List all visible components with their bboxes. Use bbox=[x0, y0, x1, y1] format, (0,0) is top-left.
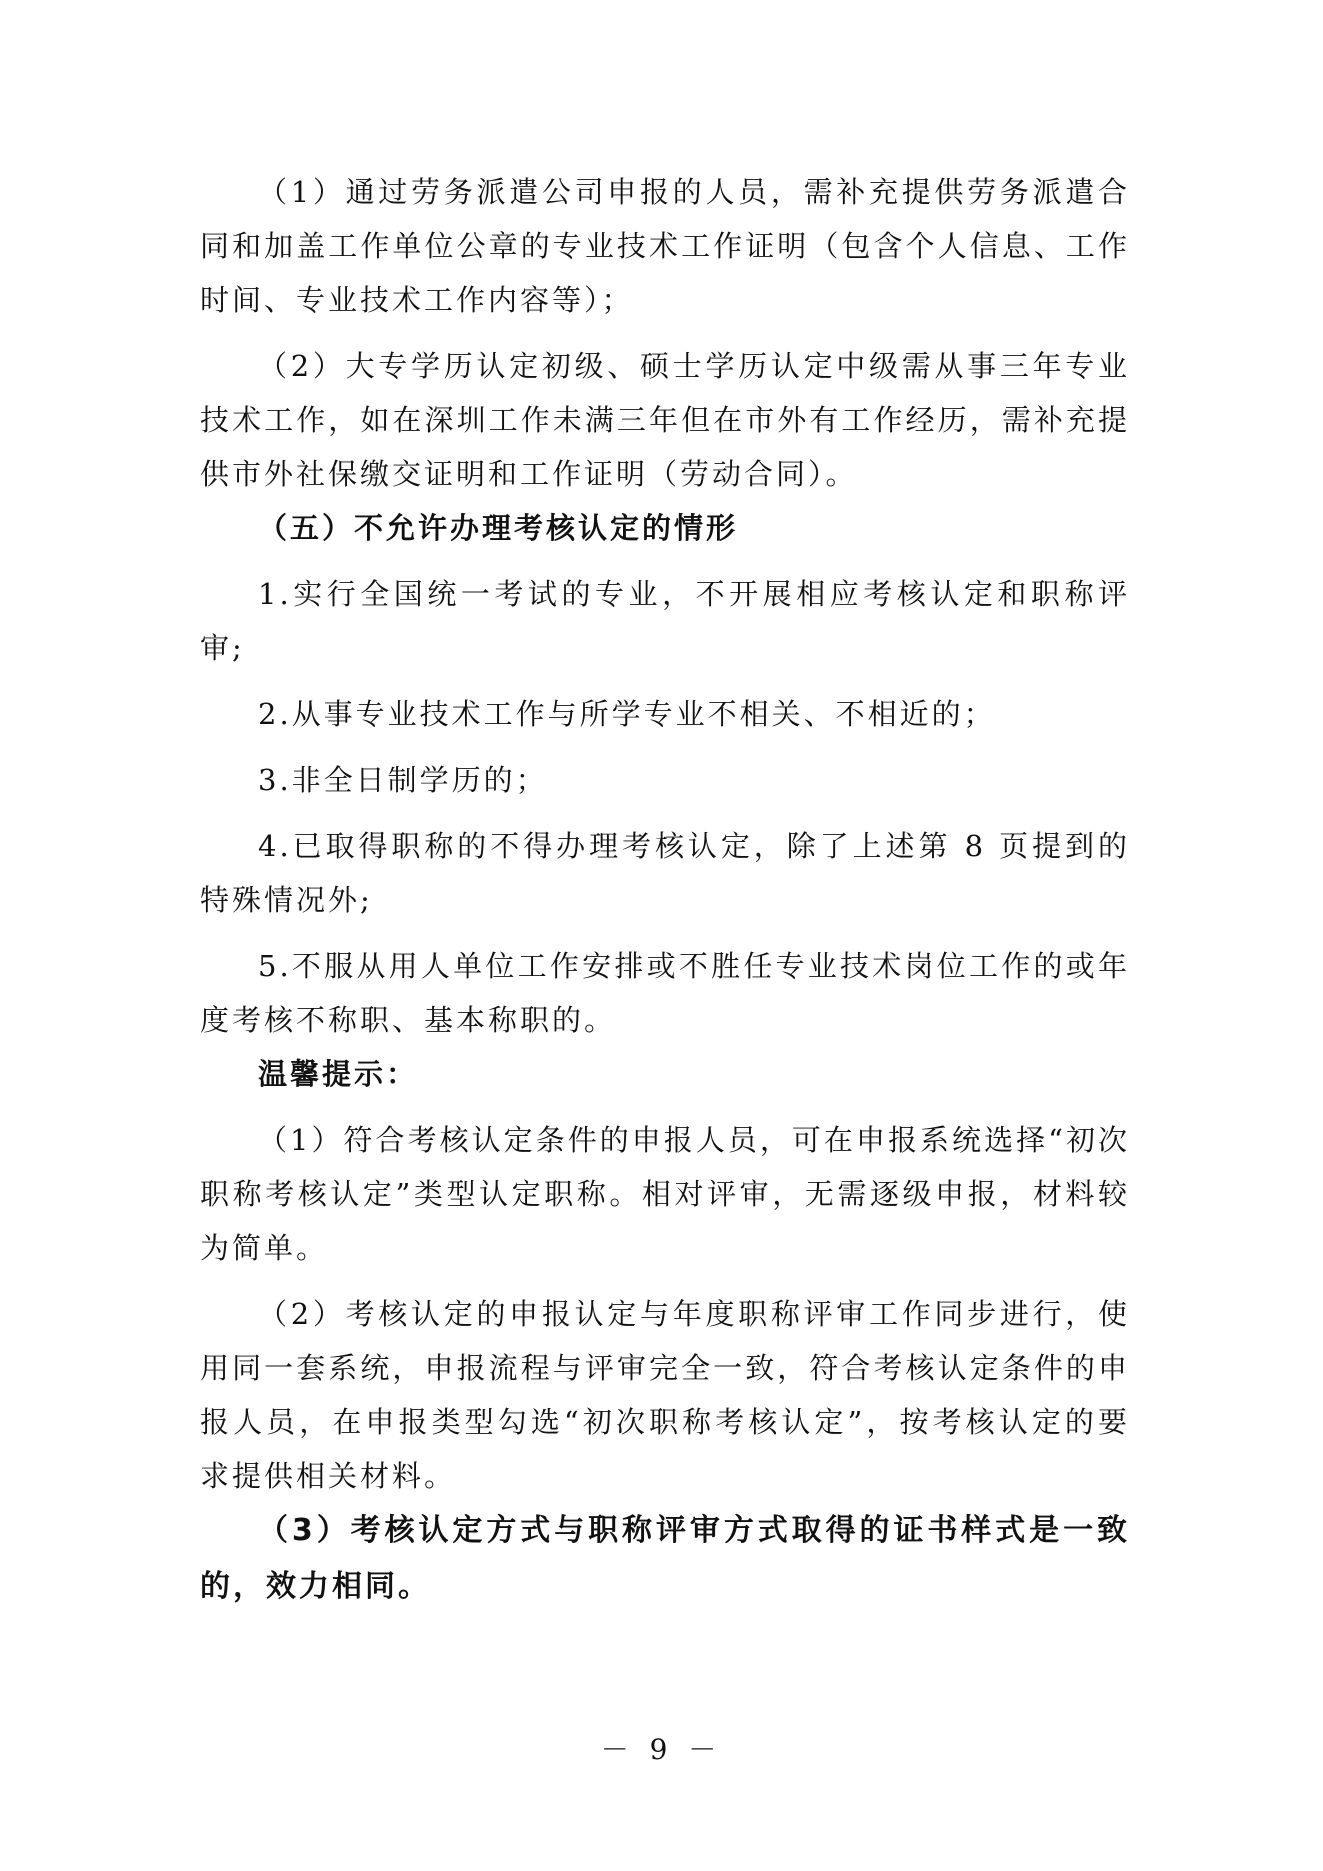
list-item-2: 2.从事专业技术工作与所学专业不相关、不相近的； bbox=[258, 697, 996, 731]
tip-1: （1）符合考核认定条件的申报人员，可在申报系统选择“初次职称考核认定”类型认定职称。相对评审，无需逐级申报，材料较为简单。 bbox=[200, 1123, 1130, 1265]
tip-3-bold: （3）考核认定方式与职称评审方式取得的证书样式是一致的，效力相同。 bbox=[200, 1513, 1130, 1604]
tips-heading: 温馨提示： bbox=[258, 1057, 419, 1091]
list-item-4: 4.已取得职称的不得办理考核认定，除了上述第 8 页提到的特殊情况外; bbox=[200, 829, 1130, 917]
document-body bbox=[200, 165, 1130, 1615]
list-item-5: 5.不服从用人单位工作安排或不胜任专业技术岗位工作的或年度考核不称职、基本称职的。 bbox=[200, 949, 1130, 1037]
list-item-1: 1.实行全国统一考试的专业，不开展相应考核认定和职称评审; bbox=[200, 577, 1130, 665]
paragraph-labor-dispatch: （1）通过劳务派遣公司申报的人员，需补充提供劳务派遣合同和加盖工作单位公章的专业技术工作证明（包含个人信息、工作时间、专业技术工作内容等）； bbox=[200, 175, 1130, 317]
section-heading: （五）不允许办理考核认定的情形 bbox=[258, 511, 739, 545]
list-item-3: 3.非全日制学历的； bbox=[258, 763, 548, 797]
page-number: － 9 － bbox=[600, 1733, 723, 1766]
paragraph-work-experience: （2）大专学历认定初级、硕士学历认定中级需从事三年专业技术工作，如在深圳工作未满三年但在市外有工作经历，需补充提供市外社保缴交证明和工作证明（劳动合同）。 bbox=[200, 349, 1130, 491]
tip-2: （2）考核认定的申报认定与年度职称评审工作同步进行，使用同一套系统，申报流程与评审完全一致，符合考核认定条件的申报人员，在申报类型勾选“初次职称考核认定”，按考核认定的要求提供相关材料。 bbox=[200, 1297, 1130, 1493]
